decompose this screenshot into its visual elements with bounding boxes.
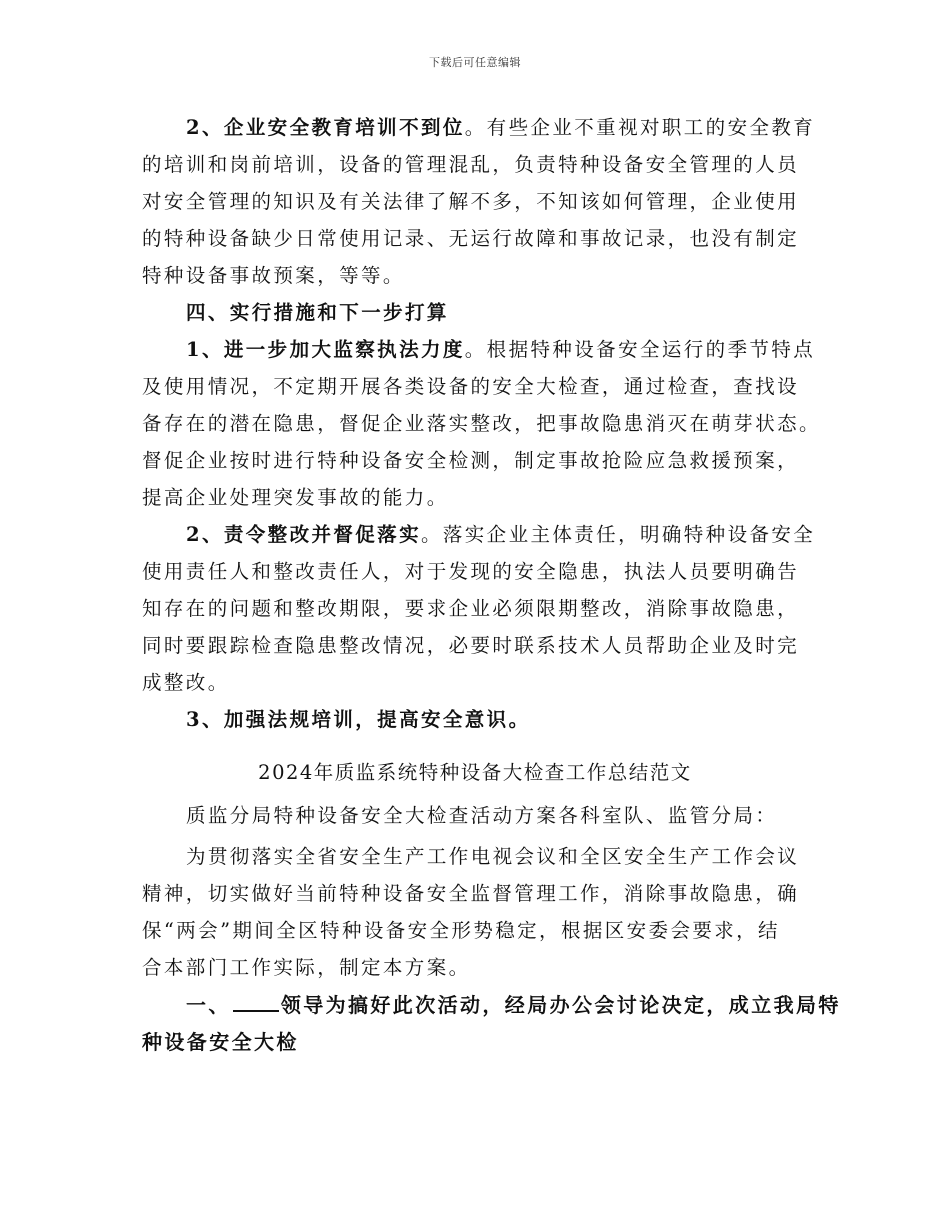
doc2-para-line-3: 保“两会”期间全区特种设备安全形势稳定，根据区安委会要求，结 (142, 919, 780, 942)
doc2-para-line-2: 精神，切实做好当前特种设备安全监督管理工作，消除事故隐患，确 (142, 882, 800, 905)
doc2-para-line-4: 合本部门工作实际，制定本方案。 (142, 956, 471, 979)
page-header: 下载后可任意编辑 (429, 56, 521, 69)
para3-line-4: 同时要跟踪检查隐患整改情况，必要时联系技术人员帮助企业及时完 (142, 634, 800, 657)
doc2-section-1-text: 领导为搞好此次活动，经局办公会讨论决定，成立我局特 (280, 993, 841, 1017)
para2-line-3: 备存在的潜在隐患，督促企业落实整改，把事故隐患消灭在萌芽状态。 (142, 412, 821, 435)
para2-line-2: 及使用情况，不定期开展各类设备的安全大检查，通过检查，查找设 (142, 375, 800, 398)
para3-line-5: 成整改。 (142, 671, 230, 694)
para3-lead: 2、责令整改并督促落实 (186, 523, 421, 546)
para2-lead: 1、进一步加大监察执法力度 (186, 338, 465, 361)
para1-line-2: 的培训和岗前培训，设备的管理混乱，负责特种设备安全管理的人员 (142, 153, 800, 176)
fill-in-blank (233, 992, 279, 1012)
para2-line-5: 提高企业处理突发事故的能力。 (142, 486, 449, 509)
para1-line-1 (186, 115, 826, 141)
para3-line-3: 知存在的问题和整改期限，要求企业必须限期整改，消除事故隐患， (142, 597, 800, 620)
para1-line-4: 的特种设备缺少日常使用记录、无运行故障和事故记录，也没有制定 (142, 227, 800, 250)
para3-line-2: 使用责任人和整改责任人，对于发现的安全隐患，执法人员要明确告 (142, 560, 800, 583)
doc2-recipient: 质监分局特种设备安全大检查活动方案各科室队、监管分局： (186, 804, 778, 827)
para1-lead: 2、企业安全教育培训不到位 (186, 116, 465, 139)
doc2-para-line-1: 为贯彻落实全省安全生产工作电视会议和全区安全生产工作会议 (186, 845, 800, 868)
para1-line-5: 特种设备事故预案，等等。 (142, 264, 405, 287)
para2-line-4: 督促企业按时进行特种设备安全检测，制定事故抢险应急救援预案， (142, 449, 800, 472)
para1-text-1: 。有些企业不重视对职工的安全教育 (464, 116, 816, 139)
doc2-section-1-prefix: 一、 (186, 993, 231, 1017)
doc2-title: 2024年质监系统特种设备大检查工作总结范文 (258, 761, 692, 784)
para4-lead: 3、加强法规培训，提高安全意识。 (186, 708, 531, 731)
para2-text-1: 。根据特种设备安全运行的季节特点 (464, 338, 816, 361)
para3-text-1: 。落实企业主体责任，明确特种设备安全 (420, 523, 816, 546)
section-heading-4: 四、实行措施和下一步打算 (186, 301, 449, 324)
para2-line-1 (186, 337, 826, 363)
doc2-section-1-line-2: 种设备安全大检 (142, 1030, 299, 1054)
doc2-section-1-line-1 (186, 992, 841, 1018)
para1-line-3: 对安全管理的知识及有关法律了解不多，不知该如何管理，企业使用 (142, 190, 800, 213)
para3-line-1 (186, 522, 826, 548)
